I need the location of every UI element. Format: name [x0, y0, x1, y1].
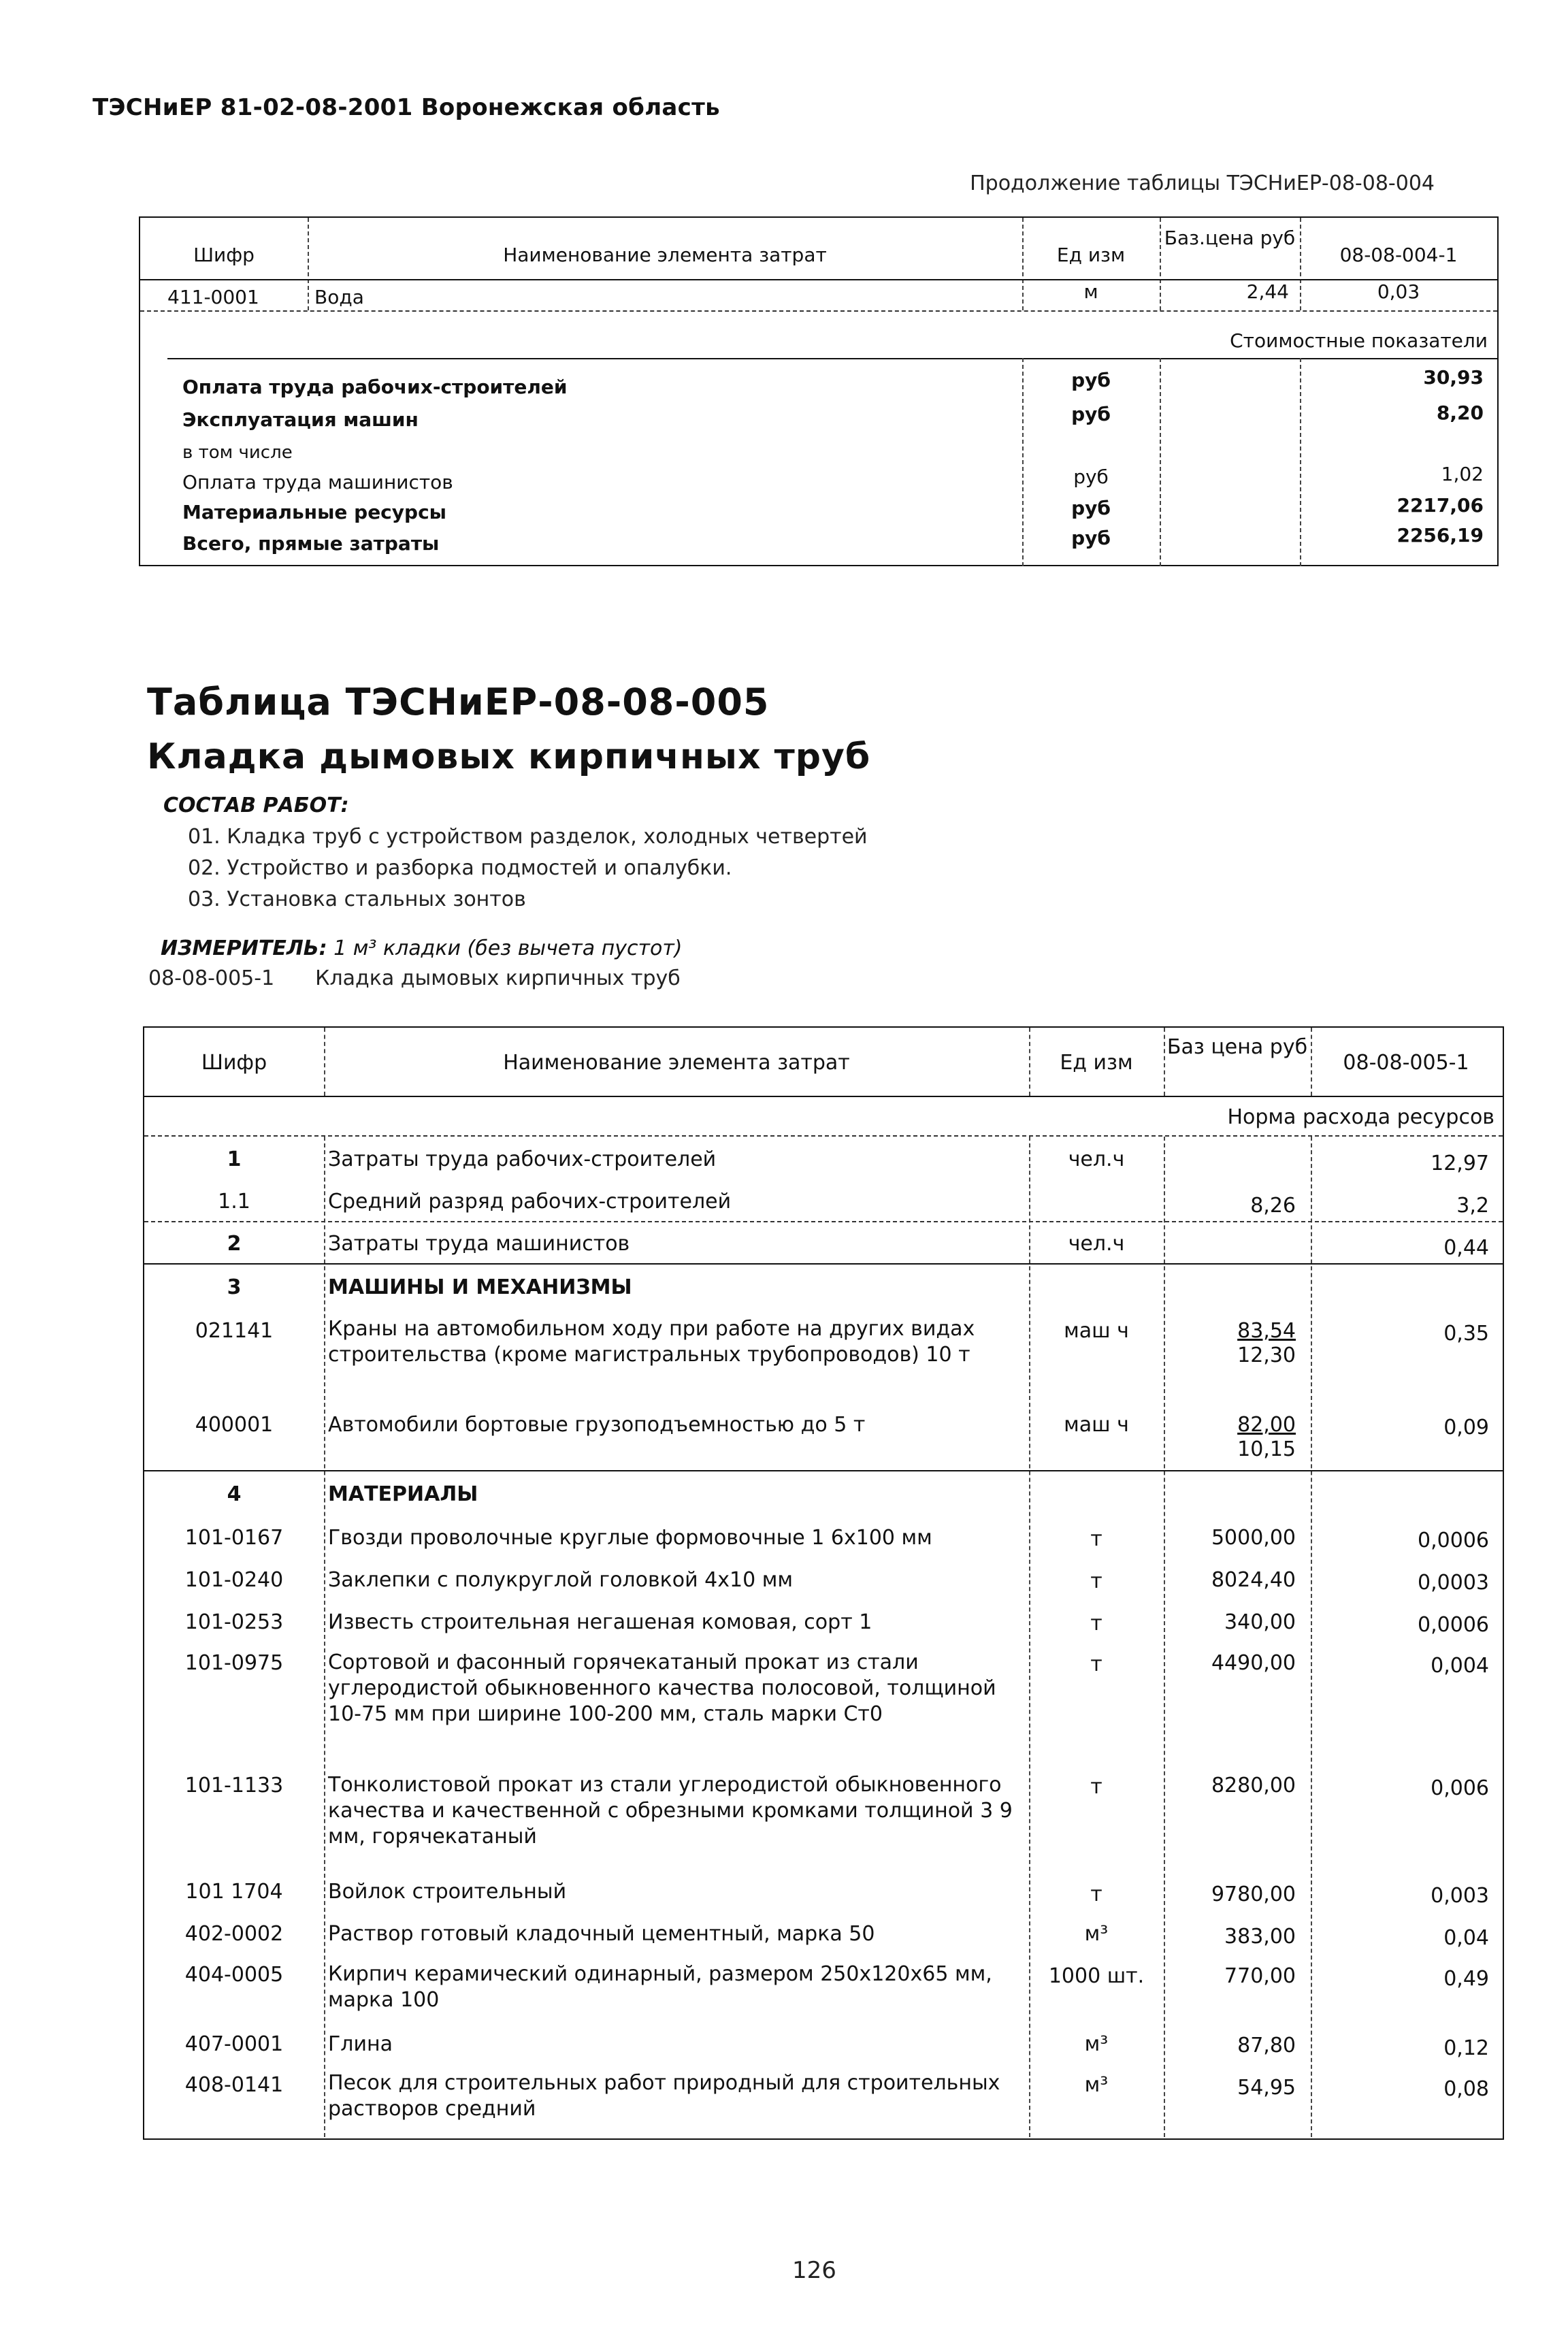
row-price: 340,00 — [1224, 1610, 1296, 1634]
row-value: 0,03 — [1377, 280, 1420, 303]
cost-name: Материальные ресурсы — [182, 501, 446, 523]
row-unit: т — [1090, 1883, 1102, 1906]
row-price: 8024,40 — [1211, 1568, 1296, 1592]
row-unit: 1000 шт. — [1048, 1964, 1145, 1988]
row-code: 400001 — [195, 1413, 274, 1437]
cost-value: 1,02 — [1441, 463, 1484, 485]
row-unit: м — [1083, 280, 1098, 303]
row-code: 101 1704 — [185, 1880, 283, 1904]
measure-label: ИЗМЕРИТЕЛЬ: — [161, 937, 327, 960]
cost-value: 8,20 — [1436, 402, 1484, 424]
row-value: 0,003 — [1431, 1884, 1489, 1908]
document-header: ТЭСНиЕР 81-02-08-2001 Воронежская область — [93, 94, 720, 121]
col-header-unit: Ед изм — [1060, 1051, 1133, 1075]
col-header-price: Баз цена руб — [1166, 1035, 1308, 1059]
cost-value: 2217,06 — [1396, 494, 1484, 517]
row-code: 408-0141 — [184, 2073, 284, 2097]
row-section-title: МАТЕРИАЛЫ — [328, 1482, 478, 1506]
table-08-08-004-continuation — [139, 216, 1499, 566]
row-value: 0,0006 — [1418, 1613, 1489, 1637]
row-name: Заклепки с полукруглой головкой 4х10 мм — [328, 1568, 793, 1592]
row-price: 9780,00 — [1211, 1883, 1296, 1906]
row-name: Тонколистовой прокат из стали углеродистой обыкновенного качества и качественной с обрезными кромками толщиной 3 9 мм, горячекатаный — [328, 1773, 1013, 1848]
row-unit: т — [1090, 1652, 1102, 1676]
row-name: Песок для строительных работ природный для строительных растворов средний — [328, 2071, 1000, 2121]
code-line — [148, 966, 681, 990]
row-code: 021141 — [195, 1319, 274, 1343]
table-08-08-005 — [143, 1026, 1504, 2140]
code-line-code: 08-08-005-1 — [148, 966, 275, 990]
row-value: 0,04 — [1443, 1926, 1489, 1950]
row-name: Автомобили бортовые грузоподъемностью до 5 т — [328, 1413, 866, 1437]
row-price: 770,00 — [1224, 1964, 1296, 1988]
row-name: Раствор готовый кладочный цементный, марка 50 — [328, 1922, 875, 1946]
measure-line — [161, 937, 683, 960]
row-value: 0,09 — [1443, 1416, 1489, 1439]
row-price: 383,00 — [1224, 1925, 1296, 1949]
row-name: Средний разряд рабочих-строителей — [328, 1190, 732, 1214]
row-value: 3,2 — [1456, 1194, 1489, 1218]
row-unit: т — [1090, 1527, 1102, 1551]
row-code: 4 — [227, 1482, 242, 1506]
row-section-title: МАШИНЫ И МЕХАНИЗМЫ — [328, 1275, 632, 1299]
row-code: 402-0002 — [184, 1922, 284, 1946]
table-subtitle: Кладка дымовых кирпичных труб — [147, 736, 871, 777]
row-code: 411-0001 — [167, 286, 259, 308]
row-price: 8,26 — [1250, 1194, 1296, 1218]
row-unit: м³ — [1084, 2073, 1109, 2097]
col-header-code: Шифр — [201, 1051, 267, 1075]
row-value: 0,12 — [1443, 2036, 1489, 2060]
row-price-2: 12,30 — [1237, 1343, 1296, 1367]
row-code: 101-0975 — [184, 1651, 284, 1675]
row-code: 101-1133 — [184, 1774, 284, 1797]
cost-name: Эксплуатация машин — [182, 408, 419, 431]
work-item: 02. Устройство и разборка подмостей и опалубки. — [188, 856, 732, 880]
col-header-col: 08-08-004-1 — [1339, 244, 1458, 266]
row-name: Затраты труда машинистов — [328, 1232, 630, 1256]
row-value: 0,004 — [1431, 1654, 1489, 1678]
row-unit: м³ — [1084, 2032, 1109, 2056]
cost-unit: руб — [1071, 527, 1111, 549]
row-name: Краны на автомобильном ходу при работе на других видах строительства (кроме магистральных трубопроводов) 10 т — [328, 1317, 975, 1367]
cost-name: в том числе — [182, 442, 293, 463]
measure-text: 1 м³ кладки (без вычета пустот) — [333, 937, 683, 960]
row-price: 4490,00 — [1211, 1651, 1296, 1675]
row-price: 82,00 — [1237, 1413, 1296, 1437]
row-code: 101-0167 — [184, 1526, 284, 1550]
row-price: 54,95 — [1237, 2076, 1296, 2100]
row-unit: т — [1090, 1569, 1102, 1593]
row-price: 83,54 — [1237, 1319, 1296, 1343]
row-name: Известь строительная негашеная комовая, сорт 1 — [328, 1610, 872, 1634]
code-line-name: Кладка дымовых кирпичных труб — [315, 966, 681, 990]
row-unit: маш ч — [1064, 1319, 1129, 1343]
row-unit: м³ — [1084, 1922, 1109, 1946]
row-unit: т — [1090, 1775, 1102, 1799]
row-unit: т — [1090, 1612, 1102, 1635]
work-item: 03. Установка стальных зонтов — [188, 887, 526, 911]
row-name: Гвозди проволочные круглые формовочные 1 6х100 мм — [328, 1526, 932, 1550]
row-unit: маш ч — [1064, 1413, 1129, 1437]
row-value: 0,0006 — [1418, 1529, 1489, 1552]
cost-name: Оплата труда машинистов — [182, 471, 453, 493]
col-header-price: Баз.цена руб — [1164, 227, 1296, 249]
row-price-2: 10,15 — [1237, 1437, 1296, 1461]
row-price: 8280,00 — [1211, 1774, 1296, 1797]
table-continuation-note: Продолжение таблицы ТЭСНиЕР-08-08-004 — [970, 172, 1435, 195]
row-name: Войлок строительный — [328, 1880, 567, 1904]
row-name: Затраты труда рабочих-строителей — [328, 1147, 717, 1171]
row-name: Кирпич керамический одинарный, размером 250х120х65 мм, марка 100 — [328, 1962, 992, 2012]
cost-unit: руб — [1073, 466, 1109, 488]
col-header-col: 08-08-005-1 — [1343, 1051, 1469, 1075]
row-value: 0,44 — [1443, 1236, 1489, 1260]
row-value: 12,97 — [1431, 1152, 1489, 1175]
row-price: 87,80 — [1237, 2034, 1296, 2057]
col-header-name: Наименование элемента затрат — [503, 244, 827, 266]
row-value: 0,08 — [1443, 2077, 1489, 2101]
row-code: 3 — [227, 1275, 242, 1299]
row-code: 1.1 — [218, 1190, 250, 1214]
row-unit: чел.ч — [1068, 1232, 1125, 1256]
row-value: 0,006 — [1431, 1776, 1489, 1800]
section-label: Стоимостные показатели — [1230, 329, 1488, 352]
cost-value: 2256,19 — [1396, 524, 1484, 547]
row-code: 404-0005 — [184, 1963, 284, 1987]
row-code: 101-0240 — [184, 1568, 284, 1592]
cost-value: 30,93 — [1423, 366, 1484, 389]
row-price: 5000,00 — [1211, 1526, 1296, 1550]
row-name: Глина — [328, 2032, 393, 2056]
cost-unit: руб — [1071, 403, 1111, 425]
row-unit: чел.ч — [1068, 1147, 1125, 1171]
row-value: 0,49 — [1443, 1967, 1489, 1991]
col-header-unit: Ед изм — [1056, 244, 1126, 266]
col-header-name: Наименование элемента затрат — [503, 1051, 850, 1075]
row-code: 407-0001 — [184, 2032, 284, 2056]
cost-name: Всего, прямые затраты — [182, 532, 440, 555]
row-value: 0,0003 — [1418, 1571, 1489, 1595]
work-item: 01. Кладка труб с устройством разделок, холодных четвертей — [188, 825, 868, 849]
cost-name: Оплата труда рабочих-строителей — [182, 376, 568, 398]
works-heading: СОСТАВ РАБОТ: — [163, 794, 349, 817]
row-price: 2,44 — [1246, 280, 1289, 303]
cost-unit: руб — [1071, 497, 1111, 519]
row-code: 101-0253 — [184, 1610, 284, 1634]
page-number: 126 — [792, 2257, 836, 2284]
cost-unit: руб — [1071, 369, 1111, 391]
col-header-code: Шифр — [193, 244, 255, 266]
row-code: 2 — [227, 1232, 242, 1256]
table-title: Таблица ТЭСНиЕР-08-08-005 — [147, 681, 770, 723]
row-name: Сортовой и фасонный горячекатаный прокат из стали углеродистой обыкновенного качества полосовой, толщиной 10-75 мм при ширине 100-200 мм, сталь марки Ст0 — [328, 1650, 996, 1726]
section-label: Норма расхода ресурсов — [1227, 1105, 1494, 1129]
row-value: 0,35 — [1443, 1322, 1489, 1346]
row-code: 1 — [227, 1147, 242, 1171]
row-name: Вода — [314, 286, 364, 308]
